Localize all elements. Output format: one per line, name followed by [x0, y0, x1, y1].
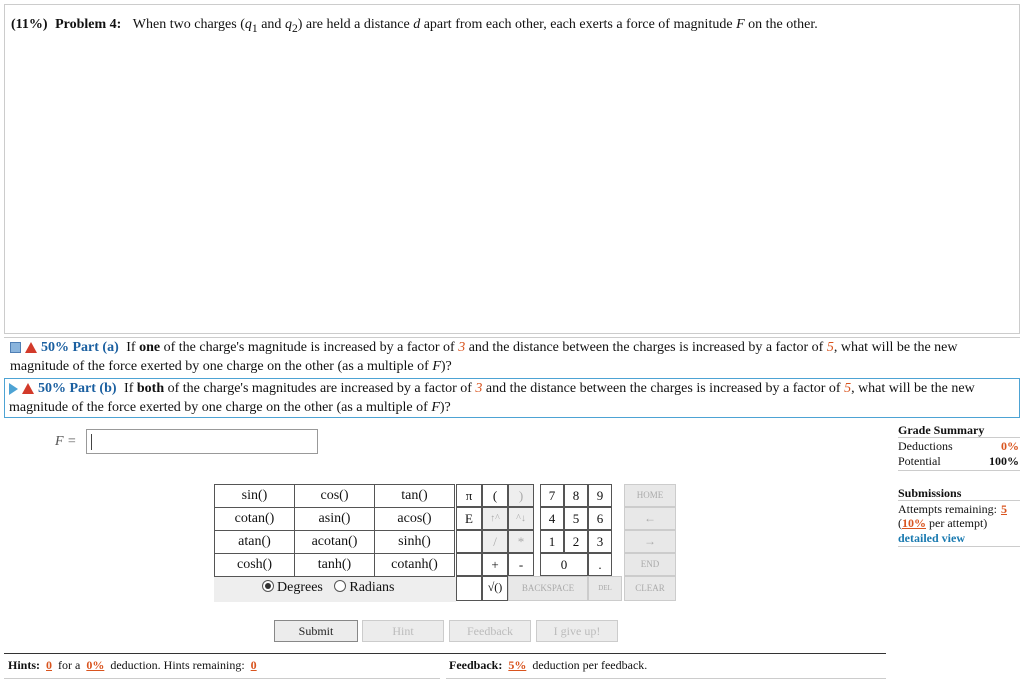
part-a-bold: one [139, 340, 161, 355]
key-plus[interactable]: + [482, 553, 508, 576]
q2-sub: 2 [291, 21, 298, 35]
part-b-text-3: and the distance between the charges is increased by a factor of [482, 381, 845, 396]
key-pi[interactable]: π [456, 484, 482, 507]
key-blank-2 [456, 553, 482, 576]
key-right-arrow[interactable]: → [624, 530, 676, 553]
problem-text-3: apart from each other, each exerts a force of magnitude [420, 17, 737, 32]
fn-tan[interactable]: tan() [375, 485, 455, 508]
per-attempt-paren: ( [898, 516, 902, 530]
fn-tanh[interactable]: tanh() [295, 554, 375, 577]
q1-sub: 1 [251, 21, 258, 35]
q1-symbol: q [244, 17, 252, 32]
fn-cos[interactable]: cos() [295, 485, 375, 508]
d-symbol: d [413, 17, 421, 32]
key-caret-down[interactable]: ^↓ [508, 507, 534, 530]
hints-info [8, 658, 260, 673]
key-7[interactable]: 7 [540, 484, 564, 507]
feedback-pct: 5% [508, 658, 527, 672]
part-a-text-3: and the distance between the charges is increased by a factor of [465, 340, 827, 355]
key-8[interactable]: 8 [564, 484, 588, 507]
part-b-factor-2: 5 [844, 381, 852, 396]
submit-button[interactable]: Submit [274, 620, 358, 642]
degrees-radio[interactable] [262, 580, 274, 592]
key-0[interactable]: 0 [540, 553, 588, 576]
fn-atan[interactable]: atan() [215, 531, 295, 554]
key-up-caret[interactable]: ↑^ [482, 507, 508, 530]
key-minus[interactable]: - [508, 553, 534, 576]
part-b-bold: both [136, 381, 165, 396]
part-a-label: 50% Part (a) [41, 340, 119, 355]
part-a-factor-2: 5 [826, 340, 834, 355]
attempts-label: Attempts remaining: [898, 502, 997, 516]
part-b-text-5: )? [439, 400, 451, 415]
hints-for-a: for a [58, 658, 81, 672]
hints-underline [4, 678, 440, 679]
radians-label: Radians [349, 580, 395, 595]
deductions-row [898, 439, 1019, 454]
part-b-text-1: If [124, 381, 137, 396]
radians-option[interactable] [334, 580, 394, 595]
problem-and: and [257, 17, 285, 32]
potential-row [898, 454, 1019, 469]
footer-divider [4, 653, 886, 654]
fn-acotan[interactable]: acotan() [295, 531, 375, 554]
key-backspace[interactable]: BACKSPACE [508, 576, 588, 601]
key-del[interactable]: DEL [588, 576, 622, 601]
key-rparen[interactable]: ) [508, 484, 534, 507]
key-blank-3 [456, 576, 482, 601]
key-slash[interactable]: / [482, 530, 508, 553]
key-left-arrow[interactable]: ← [624, 507, 676, 530]
radians-radio[interactable] [334, 580, 346, 592]
hints-label: Hints: [8, 658, 41, 672]
part-b-factor-1: 3 [475, 381, 483, 396]
submissions-bottom [898, 546, 1020, 547]
potential-value: 100% [989, 454, 1019, 468]
key-2[interactable]: 2 [564, 530, 588, 553]
fn-sin[interactable]: sin() [215, 485, 295, 508]
problem-statement [11, 17, 818, 35]
text-caret [91, 434, 92, 450]
answer-label: F = [55, 434, 77, 449]
key-6[interactable]: 6 [588, 507, 612, 530]
angle-mode [214, 577, 456, 602]
part-a-text-5: )? [440, 359, 452, 374]
per-attempt-row [898, 516, 987, 531]
problem-text-2: ) are held a distance [297, 17, 414, 32]
per-attempt-text: per attempt) [929, 516, 988, 530]
hint-button[interactable]: Hint [362, 620, 444, 642]
fn-cotan[interactable]: cotan() [215, 508, 295, 531]
hints-count: 0 [46, 658, 53, 672]
feedback-info [449, 658, 647, 673]
feedback-underline [446, 678, 886, 679]
key-home[interactable]: HOME [624, 484, 676, 507]
give-up-button[interactable]: I give up! [536, 620, 618, 642]
warning-icon [22, 383, 34, 394]
submissions-divider [898, 500, 1020, 501]
problem-weight: (11%) [11, 17, 48, 32]
grade-summary-divider [898, 437, 1020, 438]
fn-sinh[interactable]: sinh() [375, 531, 455, 554]
hints-remaining: 0 [250, 658, 257, 672]
feedback-text: deduction per feedback. [532, 658, 648, 672]
warning-icon [25, 342, 37, 353]
function-table [214, 484, 455, 577]
key-e[interactable]: E [456, 507, 482, 530]
key-star[interactable]: * [508, 530, 534, 553]
key-dot[interactable]: . [588, 553, 612, 576]
part-b-text-4: , what will be the new magnitude of the force exerted by one charge on the other (as a multiple of [9, 381, 975, 415]
key-1[interactable]: 1 [540, 530, 564, 553]
attempts-row [898, 502, 1008, 517]
grade-summary-title: Grade Summary [898, 423, 985, 437]
hints-pct: 0% [86, 658, 105, 672]
grade-summary-bottom [898, 470, 1020, 471]
problem-title: Problem 4: [55, 17, 122, 32]
attempts-value: 5 [1000, 502, 1007, 516]
degrees-option[interactable] [262, 580, 323, 595]
q2-symbol: q [284, 17, 292, 32]
per-attempt-pct: 10% [902, 516, 926, 530]
fn-asin[interactable]: asin() [295, 508, 375, 531]
part-b[interactable] [4, 378, 1020, 418]
key-5[interactable]: 5 [564, 507, 588, 530]
play-icon[interactable] [9, 383, 18, 395]
fn-cotanh[interactable]: cotanh() [375, 554, 455, 577]
feedback-label: Feedback: [449, 658, 503, 672]
key-9[interactable]: 9 [588, 484, 612, 507]
detailed-view-link[interactable]: detailed view [898, 531, 965, 545]
f-symbol: F [736, 17, 745, 32]
key-3[interactable]: 3 [588, 530, 612, 553]
part-a-text-4: , what will be the new magnitude of the force exerted by one charge on the other (as a multiple of [10, 340, 958, 374]
key-sqrt[interactable]: √() [482, 576, 508, 601]
key-clear[interactable]: CLEAR [624, 576, 676, 601]
part-a-f: F [432, 359, 441, 374]
fn-acos[interactable]: acos() [375, 508, 455, 531]
answer-input[interactable] [86, 429, 318, 454]
part-a-text-1: If [126, 340, 140, 355]
problem-text-1: When two charges ( [132, 17, 245, 32]
part-b-text-2: of the charge's magnitudes are increased by a factor of [164, 381, 476, 396]
part-a-factor-1: 3 [458, 340, 466, 355]
key-blank-1 [456, 530, 482, 553]
part-b-label: 50% Part (b) [38, 381, 117, 396]
expand-icon[interactable] [10, 342, 21, 353]
part-a[interactable] [4, 337, 1020, 376]
key-lparen[interactable]: ( [482, 484, 508, 507]
fn-cosh[interactable]: cosh() [215, 554, 295, 577]
key-end[interactable]: END [624, 553, 676, 576]
key-4[interactable]: 4 [540, 507, 564, 530]
feedback-button[interactable]: Feedback [449, 620, 531, 642]
potential-label: Potential [898, 454, 941, 468]
deductions-value: 0% [1001, 439, 1019, 453]
part-b-f: F [431, 400, 440, 415]
deductions-label: Deductions [898, 439, 953, 453]
hints-deduction: deduction. Hints remaining: [110, 658, 245, 672]
problem-panel [4, 4, 1020, 334]
part-a-text-2: of the charge's magnitude is increased by a factor of [160, 340, 459, 355]
problem-text-4: on the other. [744, 17, 818, 32]
degrees-label: Degrees [277, 580, 323, 595]
submissions-title: Submissions [898, 486, 962, 500]
